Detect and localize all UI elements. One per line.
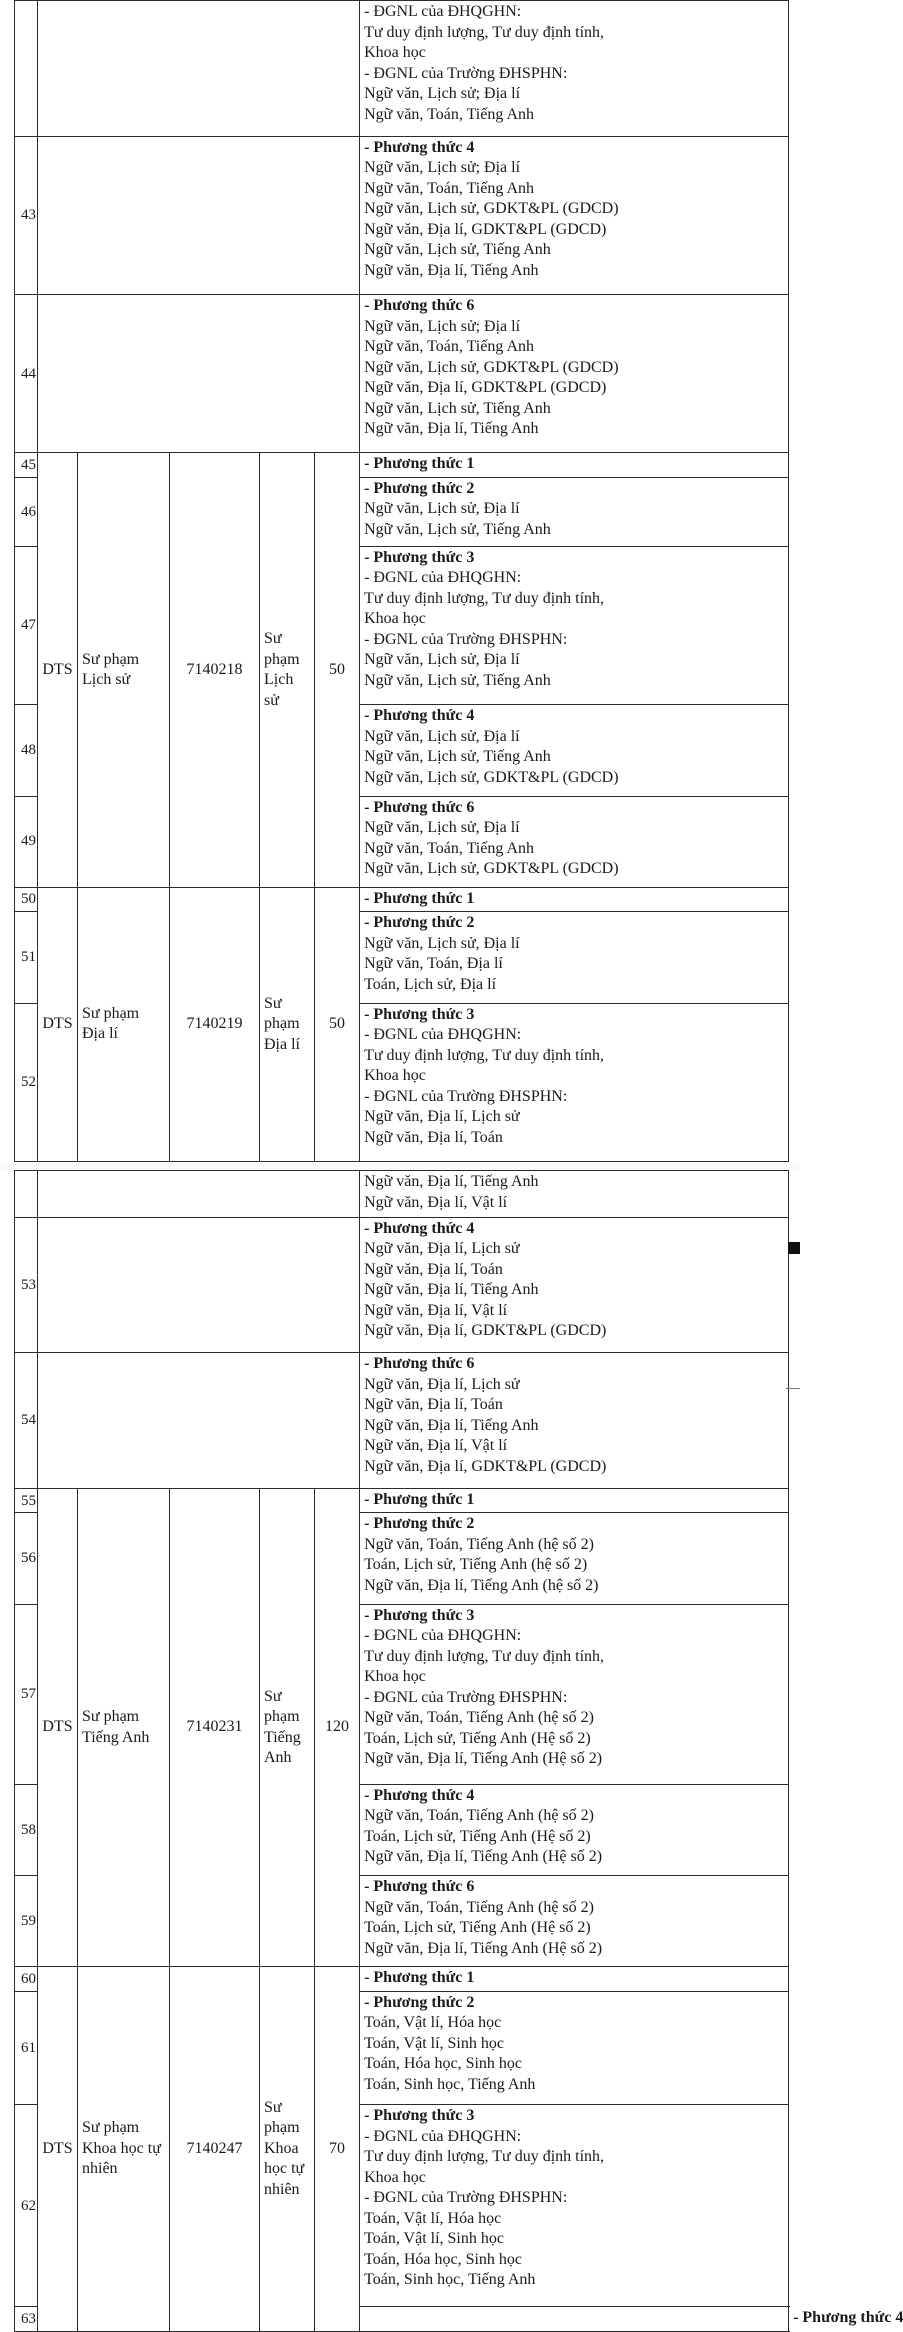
subject-combination: Ngữ văn, Lịch sử, Địa lí	[364, 934, 520, 952]
method-heading: - Phương thức 4	[364, 1786, 475, 1804]
method-heading: - Phương thức 1	[364, 1969, 475, 1987]
subject-combination: Ngữ văn, Lịch sử, Tiếng Anh	[364, 241, 551, 259]
row-number: 50	[15, 887, 38, 911]
method-heading: - Phương thức 2	[364, 479, 475, 497]
method-cell	[360, 1171, 789, 1218]
subject-combination: Tư duy định lượng, Tư duy định tính,	[364, 1046, 605, 1064]
subject-combination: Ngữ văn, Lịch sử; Địa lí	[364, 159, 521, 177]
subject-combination: Ngữ văn, Địa lí, Tiếng Anh	[364, 420, 539, 438]
method-cell	[360, 136, 789, 294]
method-heading: - Phương thức 4	[364, 707, 475, 725]
subject-combination: Ngữ văn, Lịch sử, Tiếng Anh	[364, 399, 551, 417]
merged-blank-cell	[38, 1217, 360, 1353]
subject-combination: Ngữ văn, Lịch sử, Tiếng Anh	[364, 671, 551, 689]
subject-combination: Ngữ văn, Lịch sử; Địa lí	[364, 85, 521, 102]
subject-combination: Khoa học	[364, 44, 426, 61]
scan-mark-square	[788, 1242, 800, 1254]
subject-combination: Toán, Vật lí, Hóa học	[364, 2014, 502, 2032]
subject-combination: Ngữ văn, Toán, Tiếng Anh	[364, 105, 534, 123]
subject-combination: - ĐGNL của ĐHQGHN:	[364, 1026, 522, 1044]
subject-combination: Ngữ văn, Lịch sử, GDKT&PL (GDCD)	[364, 200, 619, 218]
subject-combination: - ĐGNL của ĐHQGHN:	[364, 2127, 522, 2145]
table-row: 63 - Phương thức 4	[15, 2307, 789, 2332]
school-code-cell: DTS	[38, 453, 78, 887]
subject-combination: - ĐGNL của ĐHQGHN:	[364, 3, 522, 20]
subject-combination: Ngữ văn, Toán, Tiếng Anh	[364, 179, 534, 197]
row-number: 55	[15, 1489, 38, 1513]
method-cell	[360, 1353, 789, 1489]
subject-combination: - ĐGNL của Trường ĐHSPHN:	[364, 64, 568, 82]
method-heading: - Phương thức 3	[364, 2107, 475, 2125]
subject-combination: Ngữ văn, Địa lí, Tiếng Anh	[364, 1281, 539, 1299]
row-number: 59	[15, 1876, 38, 1967]
merged-blank-cell	[38, 136, 360, 294]
subject-combination: Toán, Sinh học, Tiếng Anh	[364, 2271, 536, 2289]
school-code-cell: DTS	[38, 1967, 78, 2332]
subject-combination: Ngữ văn, Địa lí, GDKT&PL (GDCD)	[364, 379, 607, 397]
row-number: 63	[15, 2307, 38, 2332]
method-cell	[360, 1489, 789, 1513]
method-heading: - Phương thức 6	[364, 1355, 475, 1373]
table-row	[15, 1217, 789, 1353]
subject-combination: Ngữ văn, Lịch sử, GDKT&PL (GDCD)	[364, 358, 619, 376]
subject-combination: Ngữ văn, Địa lí, Tiếng Anh	[364, 261, 539, 279]
method-heading: - Phương thức 2	[364, 914, 475, 932]
major-name-cell: Sư phạm Tiếng Anh	[78, 1489, 170, 1967]
method-heading: - Phương thức 6	[364, 798, 475, 816]
subject-combination: Toán, Lịch sử, Tiếng Anh (Hệ số 2)	[364, 1919, 591, 1936]
subject-combination: Ngữ văn, Địa lí, Tiếng Anh (hệ số 2)	[364, 1576, 599, 1594]
admissions-table	[14, 1170, 903, 2332]
quota-cell: 120	[315, 1489, 360, 1967]
training-program-cell: Sư phạm Lịch sử	[260, 453, 315, 887]
table-row	[15, 453, 789, 477]
subject-combination: Toán, Lịch sử, Tiếng Anh (hệ số 2)	[364, 1556, 588, 1574]
method-cell	[360, 912, 789, 1003]
subject-combination: Ngữ văn, Địa lí, Toán	[364, 1128, 503, 1146]
table-row	[15, 1489, 789, 1513]
row-number: 45	[15, 453, 38, 477]
merged-blank-cell	[38, 295, 360, 453]
subject-combination: Khoa học	[364, 1668, 426, 1686]
admissions-table	[14, 0, 789, 1162]
row-number: 56	[15, 1513, 38, 1604]
subject-combination: Ngữ văn, Lịch sử, Địa lí	[364, 500, 520, 518]
table-row	[15, 1171, 789, 1218]
subject-combination: Ngữ văn, Lịch sử; Địa lí	[364, 317, 521, 335]
method-cell	[360, 796, 789, 887]
quota-cell: 50	[315, 887, 360, 1161]
method-heading: - Phương thức 3	[364, 1005, 475, 1023]
subject-combination: Ngữ văn, Lịch sử, Tiếng Anh	[364, 748, 551, 766]
subject-combination: Toán, Lịch sử, Tiếng Anh (Hệ số 2)	[364, 1827, 591, 1845]
table-row	[15, 887, 789, 911]
method-cell	[360, 546, 789, 704]
method-cell	[360, 1991, 789, 2104]
major-name-cell: Sư phạm Khoa học tự nhiên	[78, 1967, 170, 2332]
method-heading: - Phương thức 1	[364, 1491, 475, 1509]
subject-combination: - ĐGNL của Trường ĐHSPHN:	[364, 1688, 568, 1706]
method-heading: - Phương thức 3	[364, 548, 475, 566]
subject-combination: Khoa học	[364, 2168, 426, 2186]
subject-combination: Toán, Vật lí, Sinh học	[364, 2230, 504, 2248]
subject-combination: Ngữ văn, Địa lí, GDKT&PL (GDCD)	[364, 220, 607, 238]
method-heading: - Phương thức 3	[364, 1606, 475, 1624]
subject-combination: Ngữ văn, Địa lí, Lịch sử	[364, 1108, 520, 1126]
subject-combination: Ngữ văn, Lịch sử, GDKT&PL (GDCD)	[364, 768, 619, 786]
row-number: 51	[15, 912, 38, 1003]
row-number: 48	[15, 705, 38, 796]
subject-combination: Khoa học	[364, 1067, 426, 1085]
subject-combination: Ngữ văn, Toán, Tiếng Anh	[364, 839, 534, 857]
row-number: 57	[15, 1604, 38, 1784]
subject-combination: Ngữ văn, Lịch sử, Địa lí	[364, 819, 520, 836]
subject-combination: Ngữ văn, Toán, Tiếng Anh	[364, 338, 534, 356]
row-number: 52	[15, 1003, 38, 1161]
row-number: 58	[15, 1784, 38, 1875]
merged-blank-cell	[38, 1, 360, 137]
subject-combination: Ngữ văn, Lịch sử, Địa lí	[364, 727, 520, 745]
row-number: 62	[15, 2105, 38, 2307]
row-number: 61	[15, 1991, 38, 2104]
method-heading: - Phương thức 4	[364, 138, 475, 156]
subject-combination: Tư duy định lượng, Tư duy định tính,	[364, 23, 605, 41]
subject-combination: - ĐGNL của ĐHQGHN:	[364, 569, 522, 587]
method-cell	[360, 2105, 789, 2307]
subject-combination: Ngữ văn, Địa lí, Lịch sử	[364, 1375, 520, 1393]
method-cell	[360, 1784, 789, 1875]
major-id-cell: 7140247	[170, 1967, 260, 2332]
school-code-cell: DTS	[38, 887, 78, 1161]
row-number: 54	[15, 1353, 38, 1489]
method-cell	[360, 1876, 789, 1967]
subject-combination: Toán, Sinh học, Tiếng Anh	[364, 2075, 536, 2093]
method-heading: - Phương thức 2	[364, 1993, 475, 2011]
subject-combination: Ngữ văn, Địa lí, Toán	[364, 1396, 503, 1414]
row-number	[15, 1, 38, 137]
subject-combination: Ngữ văn, Toán, Tiếng Anh (hệ số 2)	[364, 1535, 594, 1553]
subject-combination: - ĐGNL của Trường ĐHSPHN:	[364, 1087, 568, 1105]
subject-combination: - ĐGNL của ĐHQGHN:	[364, 1627, 522, 1645]
subject-combination: Tư duy định lượng, Tư duy định tính,	[364, 589, 605, 607]
training-program-cell: Sư phạm Khoa học tự nhiên	[260, 1967, 315, 2332]
subject-combination: Toán, Vật lí, Hóa học	[364, 2209, 502, 2227]
school-code-cell: DTS	[38, 1489, 78, 1967]
method-cell	[360, 453, 789, 477]
subject-combination: - ĐGNL của Trường ĐHSPHN:	[364, 630, 568, 648]
merged-blank-cell	[38, 1353, 360, 1489]
training-program-cell: Sư phạm Địa lí	[260, 887, 315, 1161]
subject-combination: Ngữ văn, Địa lí, GDKT&PL (GDCD)	[364, 1457, 607, 1475]
method-heading: - Phương thức 1	[364, 889, 475, 907]
method-cell	[360, 1, 789, 137]
major-id-cell: 7140218	[170, 453, 260, 887]
merged-blank-cell	[360, 2307, 789, 2332]
row-number	[15, 1171, 38, 1218]
subject-combination: Tư duy định lượng, Tư duy định tính,	[364, 1647, 605, 1665]
quota-cell: 50	[315, 453, 360, 887]
subject-combination: Toán, Hóa học, Sinh học	[364, 2055, 523, 2073]
subject-combination: Ngữ văn, Lịch sử, Địa lí	[364, 651, 520, 669]
subject-combination: Ngữ văn, Địa lí, Tiếng Anh (Hệ số 2)	[364, 1939, 603, 1957]
table-row	[15, 136, 789, 294]
training-program-cell: Sư phạm Tiếng Anh	[260, 1489, 315, 1967]
subject-combination: - ĐGNL của Trường ĐHSPHN:	[364, 2189, 568, 2207]
method-heading: - Phương thức 6	[364, 1878, 475, 1895]
method-cell	[360, 887, 789, 911]
method-heading: - Phương thức 6	[364, 297, 475, 315]
subject-combination: Ngữ văn, Toán, Tiếng Anh (hệ số 2)	[364, 1709, 594, 1727]
method-cell	[360, 1604, 789, 1784]
subject-combination: Ngữ văn, Lịch sử, Tiếng Anh	[364, 520, 551, 538]
table-row	[15, 295, 789, 453]
method-heading: - Phương thức 2	[364, 1515, 475, 1533]
subject-combination: Ngữ văn, Lịch sử, GDKT&PL (GDCD)	[364, 860, 619, 877]
major-id-cell: 7140219	[170, 887, 260, 1161]
table-row	[15, 1967, 789, 1991]
method-cell	[360, 1513, 789, 1604]
row-number: 49	[15, 796, 38, 887]
method-cell	[360, 705, 789, 796]
quota-cell: 70	[315, 1967, 360, 2332]
table-row	[15, 1, 789, 137]
subject-combination: Ngữ văn, Địa lí, Toán	[364, 1260, 503, 1278]
subject-combination: Ngữ văn, Địa lí, Tiếng Anh (Hệ số 2)	[364, 1848, 603, 1866]
subject-combination: Toán, Lịch sử, Địa lí	[364, 975, 497, 993]
page-break	[0, 1163, 800, 1170]
row-number: 60	[15, 1967, 38, 1991]
method-cell	[360, 1967, 789, 1991]
method-cell	[360, 477, 789, 546]
subject-combination: Ngữ văn, Địa lí, Lịch sử	[364, 1240, 520, 1258]
major-id-cell: 7140231	[170, 1489, 260, 1967]
row-number: 47	[15, 546, 38, 704]
subject-combination: Ngữ văn, Địa lí, Tiếng Anh	[364, 1416, 539, 1434]
scan-mark-line	[786, 1388, 800, 1389]
merged-blank-cell	[38, 1171, 360, 1218]
method-cell	[360, 1217, 789, 1353]
subject-combination: Ngữ văn, Địa lí, Vật lí	[364, 1437, 508, 1455]
method-heading: - Phương thức 1	[364, 455, 475, 473]
subject-combination: Toán, Hóa học, Sinh học	[364, 2250, 523, 2268]
subject-combination: Tư duy định lượng, Tư duy định tính,	[364, 2148, 605, 2166]
method-heading: - Phương thức 4	[364, 1219, 475, 1237]
subject-combination: Ngữ văn, Địa lí, Tiếng Anh	[364, 1173, 539, 1190]
major-name-cell: Sư phạm Lịch sử	[78, 453, 170, 887]
major-name-cell: Sư phạm Địa lí	[78, 887, 170, 1161]
method-cell	[360, 1003, 789, 1161]
row-number: 43	[15, 136, 38, 294]
admissions-table-page-2	[14, 1170, 903, 2332]
table-row	[15, 1353, 789, 1489]
subject-combination: Toán, Vật lí, Sinh học	[364, 2034, 504, 2052]
row-number: 46	[15, 477, 38, 546]
subject-combination: Toán, Lịch sử, Tiếng Anh (Hệ số 2)	[364, 1729, 591, 1747]
subject-combination: Ngữ văn, Toán, Tiếng Anh (hệ số 2)	[364, 1807, 594, 1825]
subject-combination: Ngữ văn, Địa lí, GDKT&PL (GDCD)	[364, 1322, 607, 1340]
row-number: 44	[15, 295, 38, 453]
subject-combination: Ngữ văn, Địa lí, Vật lí	[364, 1193, 508, 1211]
subject-combination: Ngữ văn, Toán, Địa lí	[364, 955, 503, 973]
row-number: 53	[15, 1217, 38, 1353]
admissions-table-page-1	[14, 0, 800, 1162]
subject-combination: Ngữ văn, Địa lí, Tiếng Anh (Hệ số 2)	[364, 1750, 603, 1768]
subject-combination: Ngữ văn, Toán, Tiếng Anh (hệ số 2)	[364, 1898, 594, 1916]
method-cell	[360, 295, 789, 453]
subject-combination: Ngữ văn, Địa lí, Vật lí	[364, 1301, 508, 1319]
subject-combination: Khoa học	[364, 610, 426, 628]
